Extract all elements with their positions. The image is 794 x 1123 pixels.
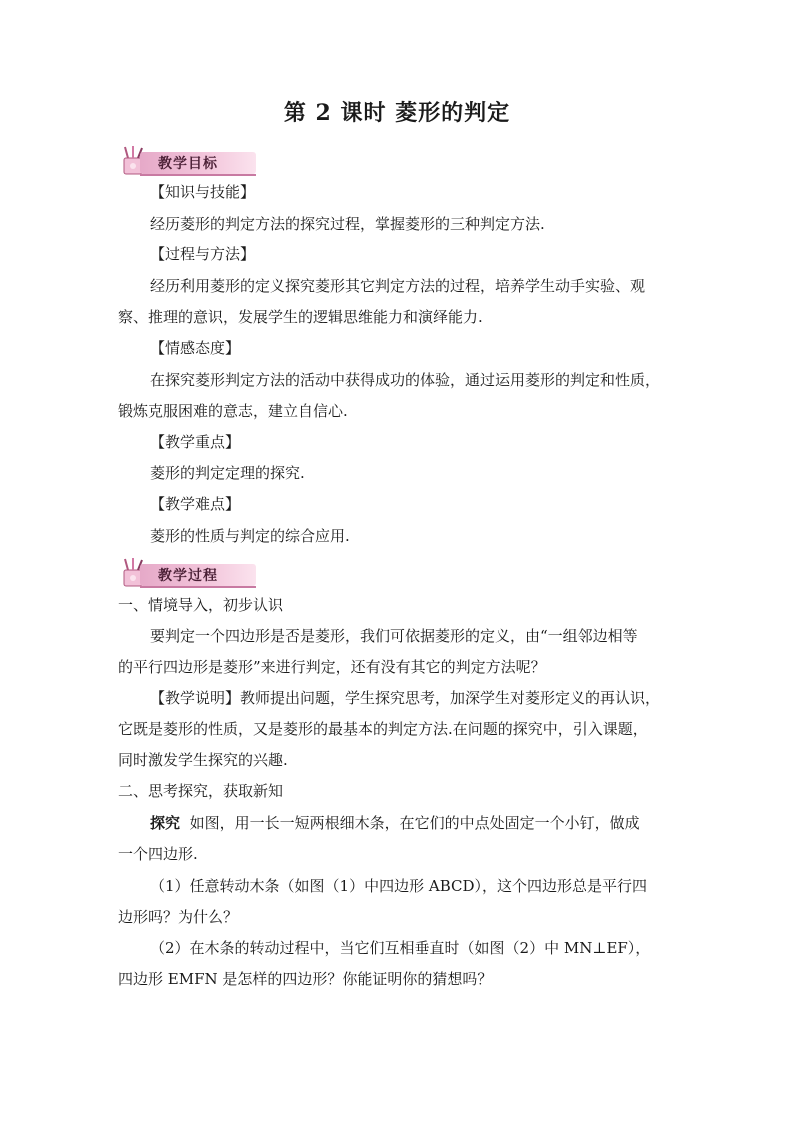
question-2-line-2: 四边形 EMFN 是怎样的四边形？你能证明你的猜想吗？ [118, 970, 493, 988]
page-title: 第 2 课时 菱形的判定 [283, 100, 511, 126]
emotion-text-2: 锻炼克服困难的意志，建立自信心. [118, 402, 348, 420]
process-method-heading: 【过程与方法】 [150, 245, 256, 263]
part1-heading: 一、情境导入，初步认识 [118, 596, 284, 614]
explore-text-1: 如图，用一长一短两根细木条，在它们的中点处固定一个小钉，做成 [189, 814, 640, 832]
teaching-note-1: 【教学说明】教师提出问题，学生探究思考，加深学生对菱形定义的再认识， [150, 689, 661, 707]
emotion-heading: 【情感态度】 [150, 339, 241, 357]
emotion-text-1: 在探究菱形判定方法的活动中获得成功的体验，通过运用菱形的判定和性质， [150, 371, 661, 389]
explore-label: 探究 [150, 814, 181, 832]
section-header-process [118, 556, 258, 590]
explore-text-2: 一个四边形. [118, 845, 198, 863]
part1-paragraph-2: 的平行四边形是菱形”来进行判定，还有没有其它的判定方法呢？ [118, 658, 546, 676]
process-method-text-2: 察、推理的意识，发展学生的逻辑思维能力和演绎能力. [118, 308, 483, 326]
key-point-text: 菱形的判定定理的探究. [150, 464, 305, 482]
question-1-line-2: 边形吗？为什么？ [118, 908, 239, 926]
section-label: 教学过程 [158, 568, 218, 584]
difficult-point-heading: 【教学难点】 [150, 495, 241, 513]
question-1-line-1: （1）任意转动木条（如图（1）中四边形 ABCD），这个四边形总是平行四 [150, 877, 647, 895]
section-underline [140, 586, 256, 588]
difficult-point-text: 菱形的性质与判定的综合应用. [150, 527, 350, 545]
question-2-line-1: （2）在木条的转动过程中，当它们互相垂直时（如图（2）中 MN⊥EF）， [150, 939, 651, 957]
section-underline [140, 174, 256, 176]
explore-line-1 [150, 813, 640, 833]
section-header-objectives [118, 144, 258, 178]
knowledge-heading: 【知识与技能】 [150, 183, 256, 201]
part1-paragraph-1: 要判定一个四边形是否是菱形，我们可依据菱形的定义，由“一组邻边相等 [150, 627, 638, 645]
process-method-text-1: 经历利用菱形的定义探究菱形其它判定方法的过程，培养学生动手实验、观 [150, 277, 646, 295]
section-label: 教学目标 [158, 156, 218, 172]
part2-heading: 二、思考探究，获取新知 [118, 782, 284, 800]
key-point-heading: 【教学重点】 [150, 433, 241, 451]
teaching-note-2: 它既是菱形的性质，又是菱形的最基本的判定方法.在问题的探究中，引入课题， [118, 720, 648, 738]
teaching-note-3: 同时激发学生探究的兴趣. [118, 751, 288, 769]
knowledge-text: 经历菱形的判定方法的探究过程，掌握菱形的三种判定方法. [150, 215, 545, 233]
